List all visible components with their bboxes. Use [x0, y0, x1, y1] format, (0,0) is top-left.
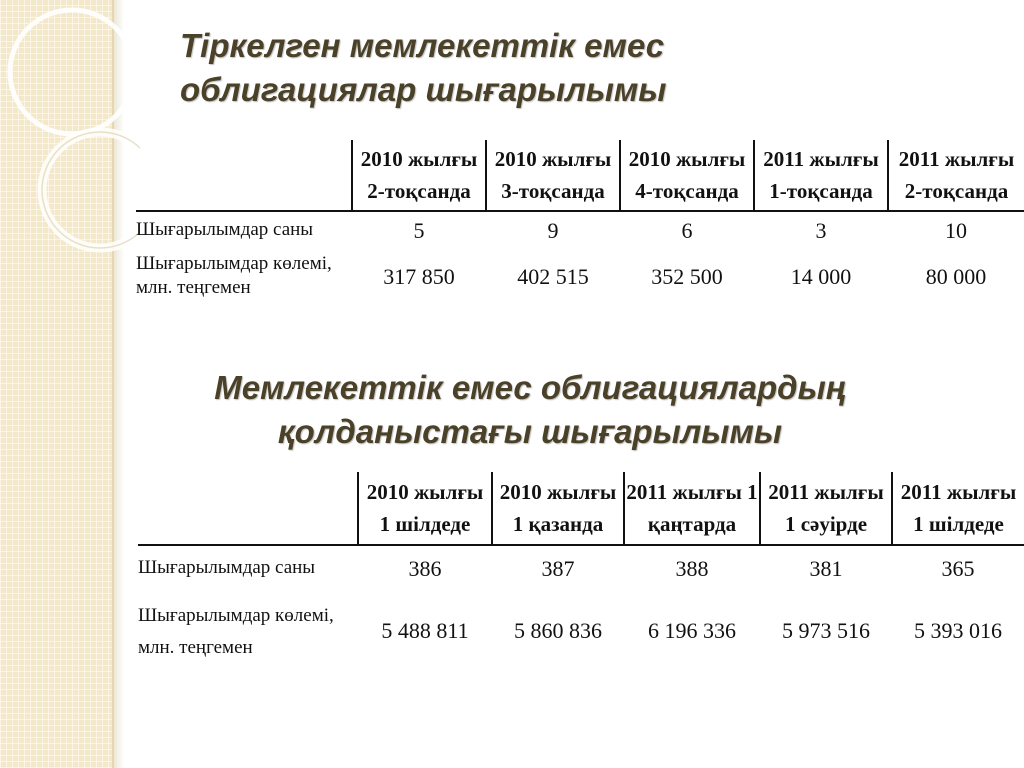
title-line: Тіркелген мемлекеттік емес [180, 27, 665, 64]
table-header-cell: 2010 жылғы 4-тоқсанда [620, 140, 754, 211]
table-header-cell: 2011 жылғы 1 сәуірде [760, 472, 892, 545]
row-label-line: Шығарылымдар көлемі, [136, 253, 332, 274]
slide-title-registered-issues [180, 24, 800, 112]
table-header-cell: 2010 жылғы 1 қазанда [492, 472, 624, 545]
table-cell: 386 [408, 556, 442, 581]
table-cell: 5 393 016 [914, 618, 1002, 643]
row-label: Шығарылымдар саны [138, 557, 316, 578]
outstanding-issues-table [138, 472, 1024, 688]
table-header-cell: 2011 жылғы 1 қаңтарда [624, 472, 760, 545]
table-cell: 6 [681, 218, 693, 243]
table-cell: 352 500 [651, 264, 723, 289]
row-label-line: млн. теңгемен [138, 637, 253, 658]
table-cell: 9 [547, 218, 559, 243]
table-cell: 6 196 336 [648, 618, 736, 643]
table-header-cell: 2010 жылғы 2-тоқсанда [352, 140, 486, 211]
row-label [138, 598, 358, 688]
table-header-corner [136, 140, 352, 211]
row-label: Шығарылымдар саны [136, 219, 314, 240]
table-cell: 5 973 516 [782, 618, 870, 643]
title-line: Мемлекеттік емес облигациялардың [214, 369, 846, 406]
table-header-row [138, 472, 1024, 545]
row-label-line: млн. теңгемен [136, 277, 251, 298]
table-cell: 365 [941, 556, 975, 581]
table-cell: 14 000 [790, 264, 852, 289]
title-line: қолданыстағы шығарылымы [277, 413, 783, 450]
table-cell: 5 [413, 218, 425, 243]
table-cell: 10 [945, 218, 967, 243]
table-header-cell: 2011 жылғы 2-тоқсанда [888, 140, 1024, 211]
registered-issues-table [136, 140, 1024, 316]
table-cell: 402 515 [517, 264, 589, 289]
table-header-cell: 2010 жылғы 1 шілдеде [358, 472, 492, 545]
table-cell: 387 [541, 556, 575, 581]
row-label [136, 252, 352, 316]
table-header-row [136, 140, 1024, 211]
table-header-corner [138, 472, 358, 545]
table-header-cell: 2011 жылғы 1-тоқсанда [754, 140, 888, 211]
table-cell: 3 [815, 218, 827, 243]
table-cell: 381 [809, 556, 843, 581]
table-cell: 388 [675, 556, 709, 581]
table-cell: 80 000 [925, 264, 987, 289]
table-cell: 317 850 [383, 264, 455, 289]
row-label-line: Шығарылымдар көлемі, [138, 605, 334, 626]
table-cell: 5 488 811 [381, 618, 469, 643]
table-header-cell: 2011 жылғы 1 шілдеде [892, 472, 1024, 545]
table-row [136, 252, 1024, 316]
decorative-rings [0, 0, 140, 260]
table-cell: 5 860 836 [514, 618, 602, 643]
slide-title-outstanding-issues [150, 366, 910, 454]
table-row [136, 212, 1024, 252]
table-row [138, 598, 1024, 688]
table-header-cell: 2010 жылғы 3-тоқсанда [486, 140, 620, 211]
title-line: облигациялар шығарылымы [180, 71, 667, 108]
table-row [138, 546, 1024, 598]
